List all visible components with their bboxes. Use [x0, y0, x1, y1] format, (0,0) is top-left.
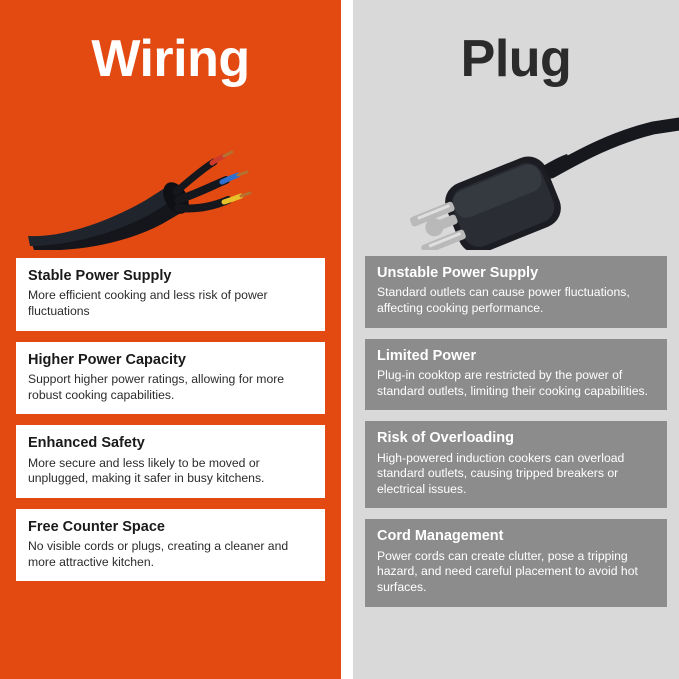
wiring-card-list [16, 258, 325, 639]
card-body: High-powered induction cookers can overload standard outlets, causing tripped breakers or electrical issues. [377, 450, 625, 496]
card-body: Power cords can create clutter, pose a tripping hazard, and need careful placement to avoid hot surfaces. [377, 548, 638, 595]
card-title: Enhanced Safety [28, 435, 145, 452]
wiring-card [16, 509, 325, 582]
plug-card [365, 421, 667, 508]
card-body: More efficient cooking and less risk of power fluctuations [28, 288, 268, 318]
panel-divider [341, 0, 353, 679]
plug-panel [353, 0, 679, 679]
card-body: No visible cords or plugs, creating a cleaner and more attractive kitchen. [28, 539, 289, 569]
wiring-card [16, 258, 325, 331]
hardwire-cable-icon [0, 120, 341, 250]
card-title: Unstable Power Supply [377, 265, 539, 281]
card-title: Stable Power Supply [28, 268, 172, 284]
card-title: Cord Management [377, 528, 504, 545]
card-body: More secure and less likely to be moved or unplugged, making it safer in busy kitchens. [28, 455, 265, 486]
card-body: Plug-in cooktop are restricted by the power of standard outlets, limiting their cooking capabilities. [377, 368, 648, 398]
plug-card [365, 519, 667, 606]
card-title: Limited Power [377, 347, 477, 364]
card-body: Support higher power ratings, allowing for more robust cooking capabilities. [28, 372, 285, 402]
plug-panel-title: Plug [460, 30, 572, 88]
card-title: Risk of Overloading [377, 430, 514, 447]
card-title: Free Counter Space [28, 518, 165, 535]
plug-card-list [365, 256, 667, 639]
plug-card [365, 256, 667, 328]
wiring-card [16, 425, 325, 498]
wiring-card [16, 342, 325, 415]
plug-card [365, 339, 667, 411]
card-body: Standard outlets can cause power fluctuations, affecting cooking performance. [377, 285, 630, 315]
wiring-panel-title: Wiring [91, 30, 250, 88]
power-plug-icon [353, 100, 679, 250]
card-title: Higher Power Capacity [28, 351, 186, 368]
